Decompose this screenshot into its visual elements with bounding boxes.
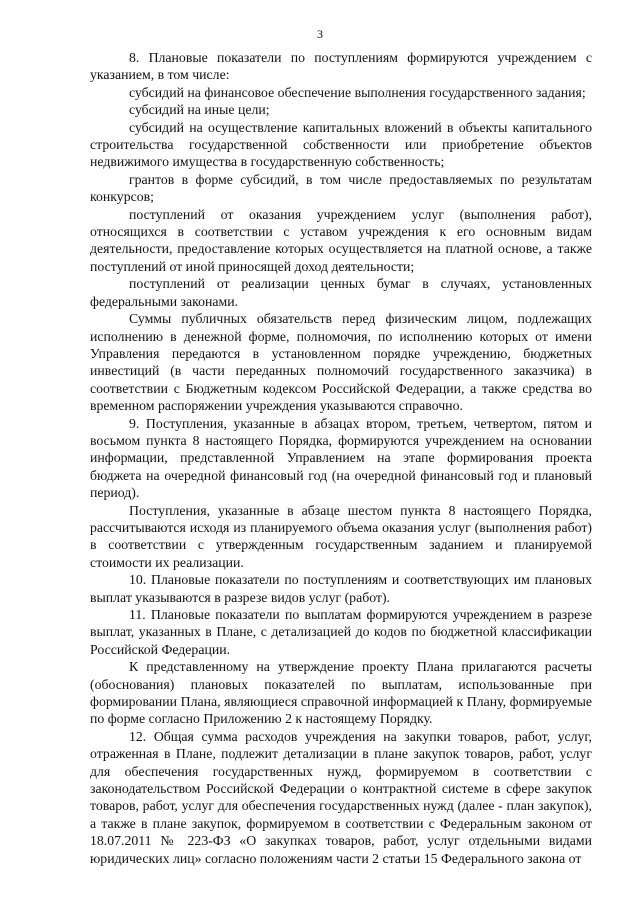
paragraph-11-calculations: К представленному на утверждение проекту Плана прилагаются расчеты (обоснования) плановых показателей по выплатам, использованные при формировании Плана, являющиеся справочной информацией к Плану, формируемые по форме согласно Приложению 2 к настоящему Порядку. [90,659,592,727]
paragraph-8-intro: 8. Плановые показатели по поступлениям формируются учреждением с указанием, в том числе: [90,50,592,83]
document-body [90,49,592,867]
paragraph-subsidies-other: субсидий на иные цели; [129,102,270,118]
paragraph-securities: поступлений от реализации ценных бумаг в случаях, установленных федеральными законами. [90,276,592,309]
paragraph-public-obligations: Суммы публичных обязательств перед физическим лицом, подлежащих исполнению в денежной форме, полномочия, по исполнению которых от имени Управления передаются в установленном порядке учреждению, бюджетных инвестиций (в части переданных полномочий государственного заказчика) в соответствии с Бюджетным кодексом Российской Федерации, а также средства во временном распоряжении учреждения указываются справочно. [90,311,592,414]
paragraph-12: 12. Общая сумма расходов учреждения на закупки товаров, работ, услуг, отраженная в Плане, подлежит детализации в плане закупок товаров, работ, услуг для обеспечения государственных нужд, формируемом в соответствии с законодательством Российской Федерации о контрактной системе в сфере закупок товаров, работ, услуг для обеспечения государственных нужд (далее - план закупок), а также в плане закупок, формируемом в соответствии с Федеральным законом от 18.07.2011 № 223-ФЗ «О закупках товаров, работ, услуг отдельными видами юридических лиц» согласно положениям части 2 статьи 15 Федерального закона от [90,728,592,866]
paragraph-9-receipts: Поступления, указанные в абзаце шестом пункта 8 настоящего Порядка, рассчитываются исходя из планируемого объема оказания услуг (выполнения работ) в соответствии с утвержденным государственным заданием и планируемой стоимости их реализации. [90,502,592,570]
paragraph-subsidies-state-task: субсидий на финансовое обеспечение выполнения государственного задания; [129,84,586,100]
page-number: 3 [317,27,323,41]
paragraph-paid-services: поступлений от оказания учреждением услуг (выполнения работ), относящихся в соответствии с уставом учреждения к его основным видам деятельности, предоставление которых осуществляется на платной основе, а также поступлений от иной приносящей доход деятельности; [90,206,592,274]
paragraph-10: 10. Плановые показатели по поступлениям и соответствующих им плановых выплат указываются в разрезе видов услуг (работ). [90,572,592,605]
paragraph-subsidies-capital: субсидий на осуществление капитальных вложений в объекты капитального строительства государственной собственности или приобретение объектов недвижимого имущества в государственную собственность; [90,119,592,170]
paragraph-11: 11. Плановые показатели по выплатам формируются учреждением в разрезе выплат, указанных в Плане, с детализацией до кодов по бюджетной классификации Российской Федерации. [90,607,592,657]
paragraph-9: 9. Поступления, указанные в абзацах втором, третьем, четвертом, пятом и восьмом пункта 8 настоящего Порядка, формируются учреждением на основании информации, представленной Управлением на этапе формирования проекта бюджета на очередной финансовый год (на очередной финансовый год и плановый период). [90,415,592,501]
paragraph-grants: грантов в форме субсидий, в том числе предоставляемых по результатам конкурсов; [90,171,592,205]
